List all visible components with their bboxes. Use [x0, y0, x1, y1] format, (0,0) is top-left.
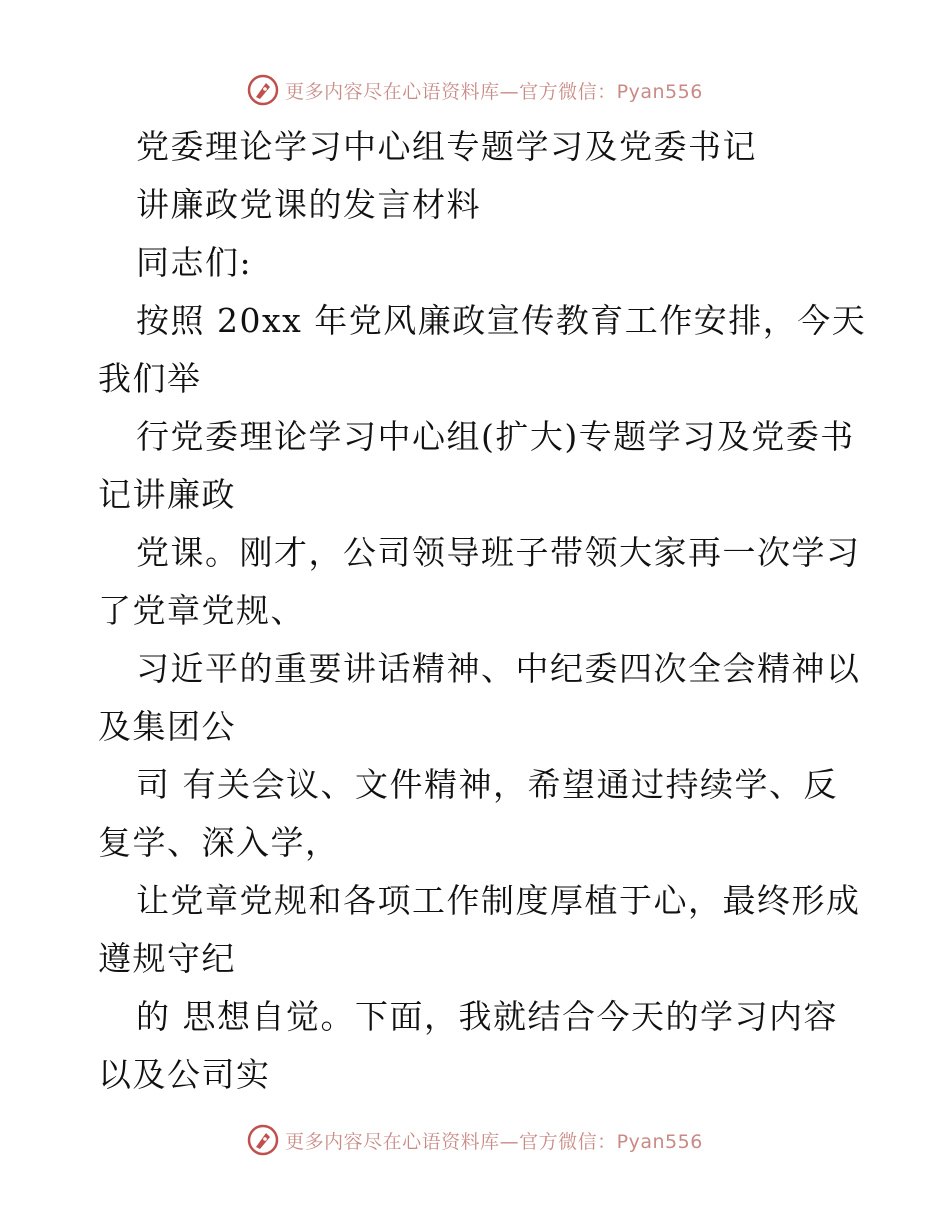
footer-watermark — [0, 1120, 950, 1160]
paragraph-line: 让党章党规和各项工作制度厚植于心，最终形成 — [136, 881, 861, 920]
paragraph-line: 我们举 — [98, 359, 202, 398]
paragraph-line: 党课。刚才，公司领导班子带领大家再一次学习 — [136, 533, 861, 572]
title-line-2: 讲廉政党课的发言材料 — [136, 185, 481, 224]
paragraph-line: 司 有关会议、文件精神，希望通过持续学、反 — [136, 765, 838, 804]
pen-nib-logo-icon — [247, 1124, 279, 1156]
pen-nib-logo-icon — [247, 74, 279, 106]
paragraph-line: 按照 20xx 年党风廉政宣传教育工作安排，今天 — [136, 301, 867, 340]
watermark-text: 更多内容尽在心语资料库—官方微信：Pyan556 — [285, 1130, 703, 1153]
paragraph-line: 记讲廉政 — [98, 475, 236, 514]
paragraph-line: 行党委理论学习中心组(扩大)专题学习及党委书 — [136, 417, 855, 456]
watermark-text: 更多内容尽在心语资料库—官方微信：Pyan556 — [285, 80, 703, 103]
paragraph-line: 遵规守纪 — [98, 939, 236, 978]
paragraph-line: 了党章党规、 — [98, 591, 305, 630]
title-line-1: 党委理论学习中心组专题学习及党委书记 — [136, 127, 757, 166]
header-watermark — [0, 70, 950, 110]
paragraph-line: 以及公司实 — [98, 1055, 271, 1094]
salutation: 同志们: — [136, 243, 253, 282]
paragraph-line: 的 思想自觉。下面，我就结合今天的学习内容 — [136, 997, 838, 1036]
paragraph-line: 复学、深入学， — [98, 823, 340, 862]
document-body — [98, 118, 868, 1104]
paragraph-line: 习近平的重要讲话精神、中纪委四次全会精神以 — [136, 649, 861, 688]
paragraph-line: 及集团公 — [98, 707, 236, 746]
